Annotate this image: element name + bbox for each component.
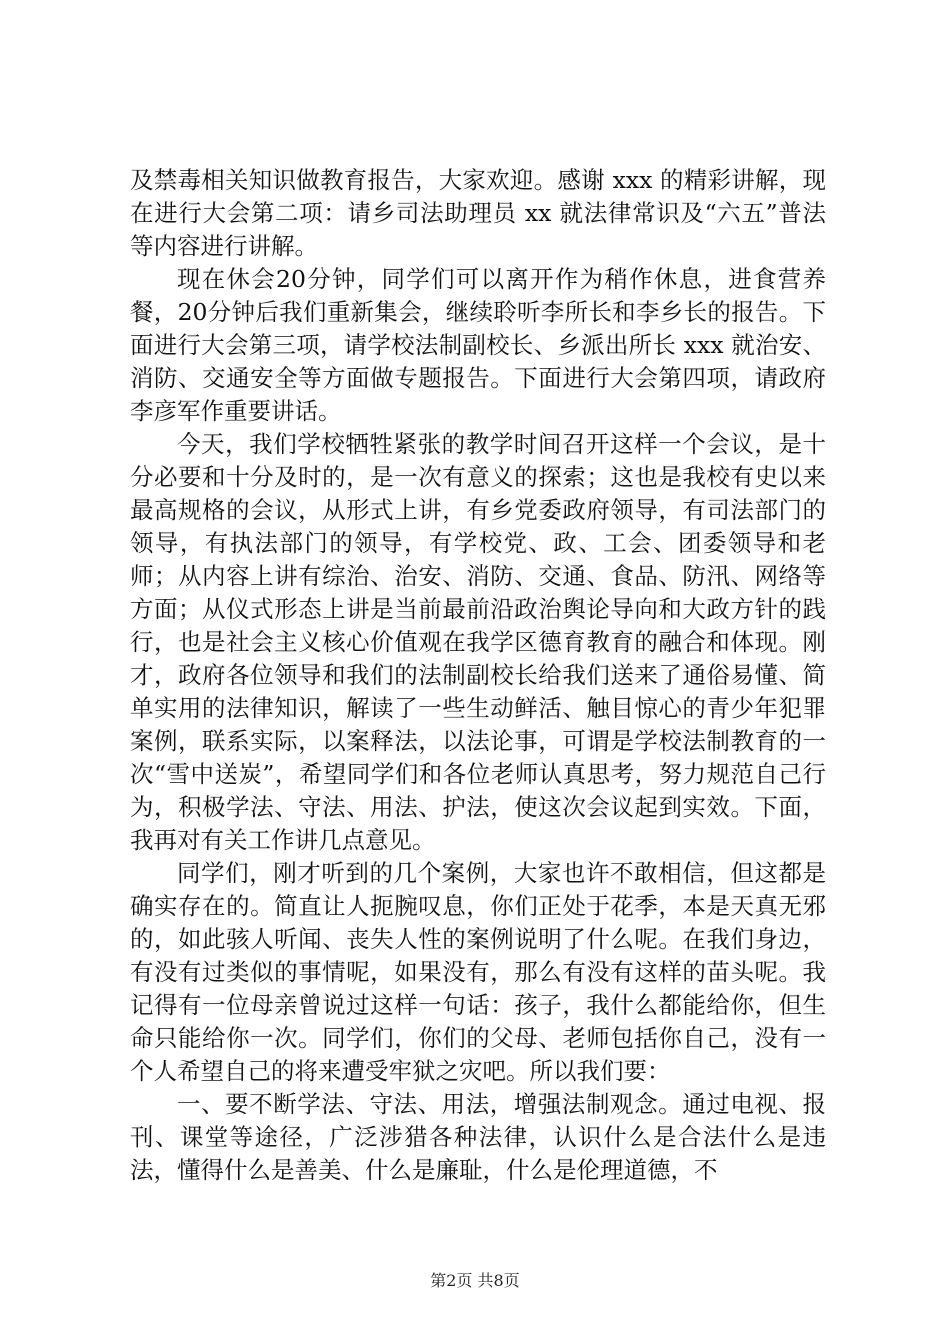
paragraph-recess: 现在休会20分钟，同学们可以离开作为稍作休息，进食营养餐，20分钟后我们重新集会，继续聆听李所长和李乡长的报告。下面进行大会第三项，请学校法制副校长、乡派出所长 xxx 就治安、消防、交通安全等方面做专题报告。下面进行大会第四项，请政府李彦军作重要讲话。	[130, 265, 826, 425]
paragraph-cases: 同学们，刚才听到的几个案例，大家也许不敢相信，但这都是确实存在的。简直让人扼腕叹息，你们正处于花季，本是天真无邪的，如此骇人听闻、丧失人性的案例说明了什么呢。在我们身边，有没有过类似的事情呢，如果没有，那么有没有这样的苗头呢。我记得有一位母亲曾说过这样一句话：孩子，我什么都能给你，但生命只能给你一次。同学们，你们的父母、老师包括你自己，没有一个人希望自己的将来遭受牢狱之灾吧。所以我们要：	[130, 859, 826, 1085]
paragraph-meeting-significance: 今天，我们学校牺牲紧张的教学时间召开这样一个会议，是十分必要和十分及时的，是一次有意义的探索；这也是我校有史以来最高规格的会议，从形式上讲，有乡党委政府领导，有司法部门的领导，有执法部门的领导，有学校党、政、工会、团委领导和老师；从内容上讲有综治、治安、消防、交通、食品、防汛、网络等方面；从仪式形态上讲是当前最前沿政治舆论导向和大政方针的践行，也是社会主义核心价值观在我学区德育教育的融合和体现。刚才，政府各位领导和我们的法制副校长给我们送来了通俗易懂、简单实用的法律知识，解读了一些生动鲜活、触目惊心的青少年犯罪案例，联系实际，以案释法，以法论事，可谓是学校法制教育的一次“雪中送炭”，希望同学们和各位老师认真思考，努力规范自己行为，积极学法、守法、用法、护法，使这次会议起到实效。下面，我再对有关工作讲几点意见。	[130, 430, 826, 854]
paragraph-continuation: 及禁毒相关知识做教育报告，大家欢迎。感谢 xxx 的精彩讲解，现在进行大会第二项：请乡司法助理员 xx 就法律常识及“六五”普法等内容进行讲解。	[130, 166, 826, 260]
page-number-footer: 第2页 共8页	[430, 1271, 520, 1290]
document-body	[130, 164, 826, 1187]
paragraph-point-one: 一、要不断学法、守法、用法，增强法制观念。通过电视、报刊、课堂等途径，广泛涉猎各种法律，认识什么是合法什么是违法，懂得什么是善美、什么是廉耻，什么是伦理道德，不	[130, 1090, 826, 1184]
